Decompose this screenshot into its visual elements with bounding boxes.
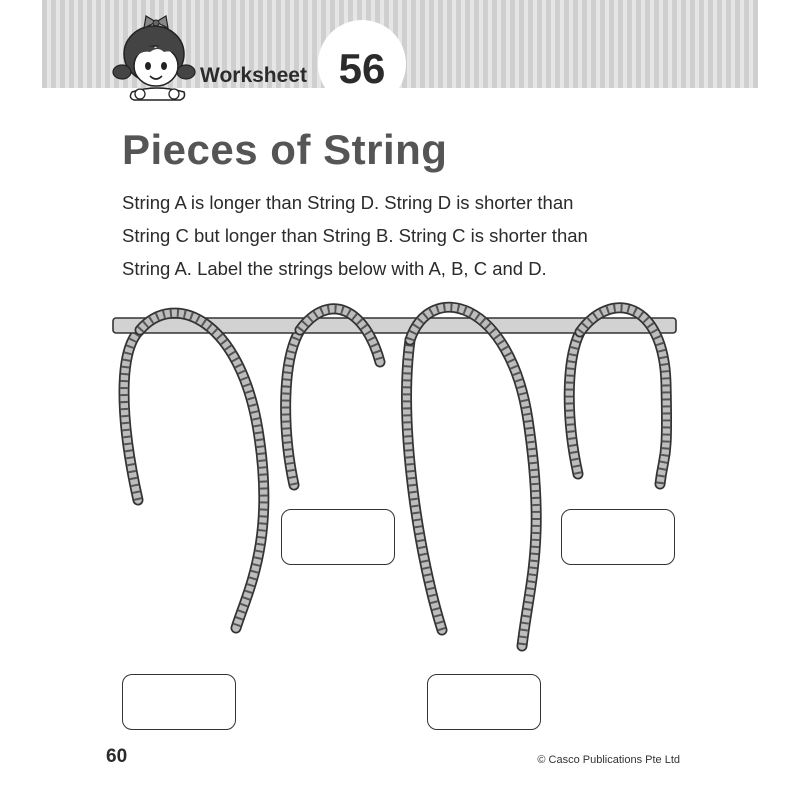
worksheet-number: 56 — [338, 45, 386, 92]
page-number: 60 — [106, 746, 128, 767]
page-title: Pieces of String — [122, 126, 448, 173]
rope-string-3-back — [407, 340, 442, 630]
rope-string-1-front — [140, 313, 264, 628]
instruction-line: String A. Label the strings below with A, B, C and D. — [122, 258, 547, 279]
answer-box-2[interactable] — [281, 509, 395, 565]
rope-string-1-back — [124, 330, 140, 500]
rope-string-4-front — [580, 308, 667, 484]
copyright-text: © Casco Publications Pte Ltd — [537, 754, 680, 766]
rope-string-2-back — [286, 330, 300, 485]
rope-string-4-back — [569, 332, 580, 474]
answer-box-1[interactable] — [122, 674, 236, 730]
rope-string-2-front — [300, 309, 380, 362]
worksheet-label: Worksheet — [200, 64, 307, 87]
instruction-line: String C but longer than String B. String C is shorter than — [122, 225, 588, 246]
answer-box-4[interactable] — [561, 509, 675, 565]
instruction-line: String A is longer than String D. String D is shorter than — [122, 192, 574, 213]
answer-box-3[interactable] — [427, 674, 541, 730]
